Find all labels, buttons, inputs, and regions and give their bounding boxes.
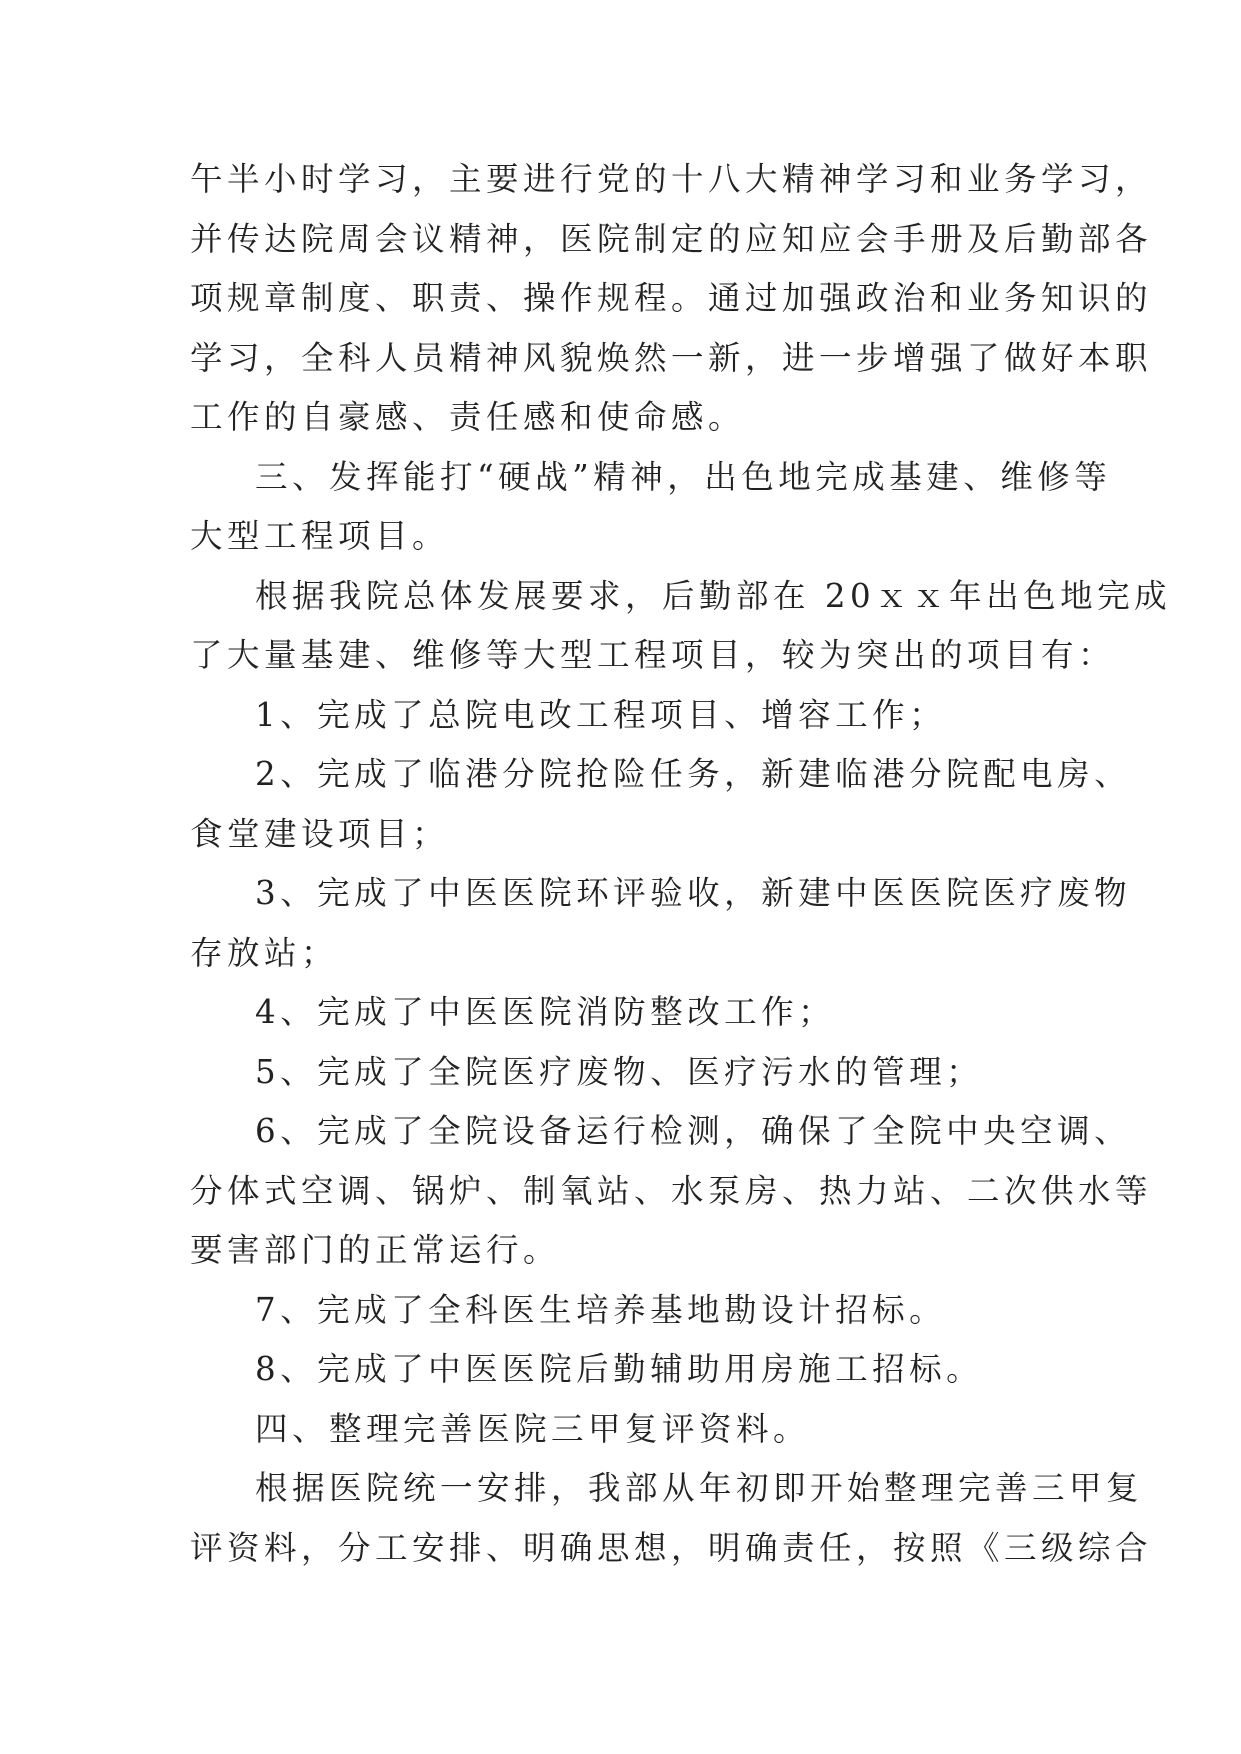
text-line: 分体式空调、锅炉、制氧站、水泵房、热力站、二次供水等	[190, 1171, 1153, 1210]
text-line: 存放站；	[190, 933, 339, 972]
text-line: 并传达院周会议精神，医院制定的应知应会手册及后勤部各	[190, 219, 1153, 258]
text-line: 工作的自豪感、责任感和使命感。	[190, 398, 746, 436]
section-heading-three: 三、发挥能打“硬战”精神，出色地完成基建、维修等	[255, 457, 1112, 496]
list-item: 5、完成了全院医疗废物、医疗污水的管理；	[255, 1052, 984, 1091]
text-line: 要害部门的正常运行。	[190, 1231, 561, 1269]
text-line: 午半小时学习，主要进行党的十八大精神学习和业务学习，	[190, 160, 1153, 198]
text-line: 了大量基建、维修等大型工程项目，较为突出的项目有：	[190, 636, 1116, 674]
text-line: 大型工程项目。	[190, 517, 450, 555]
list-item: 8、完成了中医医院后勤辅助用房施工招标。	[255, 1350, 984, 1388]
list-item: 7、完成了全科医生培养基地勘设计招标。	[255, 1290, 947, 1329]
text-line: 食堂建设项目；	[190, 814, 450, 853]
list-item: 3、完成了中医医院环评验收，新建中医医院医疗废物	[255, 874, 1132, 912]
section-heading-four: 四、整理完善医院三甲复评资料。	[255, 1409, 811, 1448]
list-item: 1、完成了总院电改工程项目、增容工作；	[255, 695, 947, 734]
list-item: 2、完成了临港分院抢险任务，新建临港分院配电房、	[255, 755, 1132, 793]
list-item: 4、完成了中医医院消防整改工作；	[255, 993, 836, 1031]
text-line: 学习，全科人员精神风貌焕然一新，进一步增强了做好本职	[190, 338, 1153, 377]
document-page	[190, 150, 1172, 1578]
text-line: 评资料，分工安排、明确思想，明确责任，按照《三级综合	[190, 1528, 1153, 1567]
paragraph-start: 根据我院总体发展要求，后勤部在 20ｘｘ年出色地完成	[255, 576, 1172, 615]
list-item: 6、完成了全院设备运行检测，确保了全院中央空调、	[255, 1112, 1132, 1150]
paragraph-start: 根据医院统一安排，我部从年初即开始整理完善三甲复	[255, 1469, 1144, 1507]
text-line: 项规章制度、职责、操作规程。通过加强政治和业务知识的	[190, 279, 1153, 317]
